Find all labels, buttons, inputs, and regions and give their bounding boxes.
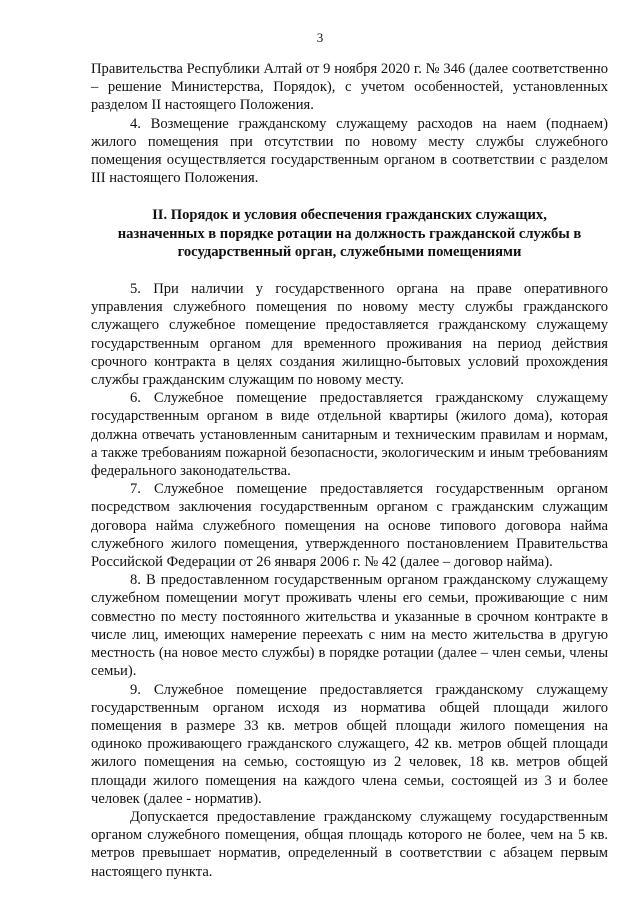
page-number: 3: [316, 30, 324, 45]
paragraph-9-second: Допускается предоставление гражданскому служащему государственным органом служебного помещения, общая площадь которого не более, чем на 5 кв. метров превышает норматив, определенный в соответствии с абзацем первым настоящего пункта.: [91, 808, 608, 880]
section-heading: [91, 206, 608, 261]
paragraph-9: 9. Служебное помещение предоставляется гражданскому служащему государственным органом исходя из норматива общей площади жилого помещения в размере 33 кв. метров общей площади жилого помещения на одиноко проживающего гражданского служащего, 42 кв. метров общей площади жилого помещения на семью, состоящую из 2 человек, 18 кв. метров общей площади жилого помещения на каждого члена семьи, состоящей из 3 и более человек (далее - норматив).: [91, 681, 608, 807]
paragraph-8: 8. В предоставленном государственным органом гражданскому служащему служебном помещении могут проживать члены его семьи, проживающие с ним совместно по месту постоянного жительства и указанные в срочном контракте в числе лиц, имеющих намерение переехать с ним на место жительства в другую местность (на новое место службы) в порядке ротации (далее – член семьи, члены семьи).: [91, 572, 608, 680]
intro-continuation: Правительства Республики Алтай от 9 ноября 2020 г. № 346 (далее соответственно – решение Министерства, Порядок), с учетом особенностей, установленных разделом II настоящего Положения.: [91, 61, 608, 114]
document-body: [91, 60, 608, 881]
section-heading-line-1: II. Порядок и условия обеспечения гражданских служащих,: [152, 207, 547, 224]
paragraph-7: 7. Служебное помещение предоставляется государственным органом посредством заключения государственным органом с гражданским служащим договора найма служебного помещения на основе типового договора найма служебного жилого помещения, утвержденного постановлением Правительства Российской Федерации от 26 января 2006 г. № 42 (далее – договор найма).: [91, 481, 608, 571]
section-heading-line-3: государственный орган, служебными помещениями: [177, 243, 522, 260]
paragraph-4: 4. Возмещение гражданскому служащему расходов на наем (поднаем) жилого помещения при отсутствии по новому месту службы служебного помещения осуществляется государственным органом в соответствии с разделом III настоящего Положения.: [91, 115, 608, 187]
section-heading-line-2: назначенных в порядке ротации на должность гражданской службы в: [117, 225, 582, 242]
paragraph-6: 6. Служебное помещение предоставляется гражданскому служащему государственным органом в виде отдельной квартиры (жилого дома), которая должна отвечать установленным санитарным и техническим правилам и нормам, а также требованиям пожарной безопасности, экологическим и иным требованиям федерального законодательства.: [91, 390, 608, 480]
paragraph-5: 5. При наличии у государственного органа на праве оперативного управления служебного помещения по новому месту службы гражданского служащего служебное помещение предоставляется гражданскому служащему государственным органом для временного проживания на период действия срочного контракта в целях создания жилищно-бытовых условий прохождения службы гражданским служащим по новому месту.: [91, 281, 608, 389]
